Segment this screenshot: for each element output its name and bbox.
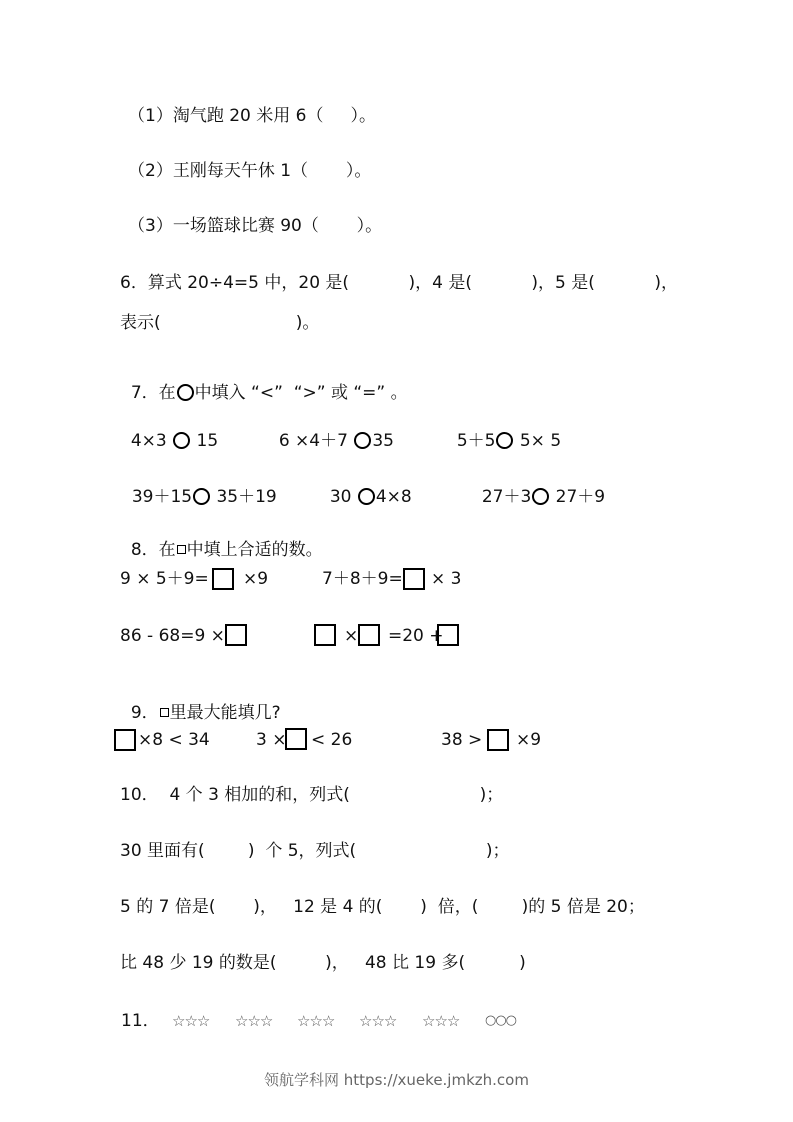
q10-line-4: 比 48 少 19 的数是( )， 48 比 19 多( ): [120, 953, 526, 973]
q8-title: [120, 517, 323, 561]
q9-expr-3-right: ×9: [516, 730, 542, 750]
number-box-input[interactable]: [403, 568, 425, 590]
q7-expr-2: [268, 408, 394, 452]
q8-title-post: 中填上合适的数。: [186, 540, 323, 560]
q8-expr-3-left: 86 - 68=9 ×: [120, 626, 225, 646]
q5-item-3: （3）一场篮球比赛 90（ ）。: [128, 216, 383, 236]
square-blank-icon: [160, 708, 169, 717]
q10-line-3: 5 的 7 倍是( )， 12 是 4 的( ) 倍，( )的 5 倍是 20；: [120, 897, 645, 917]
star-group-icon: ☆☆☆: [422, 1012, 460, 1030]
compare-circle-input[interactable]: [496, 432, 513, 449]
q8-expr-2-right: × 3: [431, 569, 462, 589]
square-blank-icon: [177, 545, 186, 554]
q6-line-1: 6．算式 20÷4=5 中，20 是( )，4 是( )，5 是( )，: [120, 273, 678, 293]
compare-circle-input[interactable]: [532, 488, 549, 505]
number-box-input[interactable]: [437, 624, 459, 646]
q5-item-2: （2）王刚每天午休 1（ ）。: [128, 161, 372, 181]
q7-title-post: 中填入 “<” “>” 或 “=” 。: [194, 383, 408, 403]
q9-expr-2-left: 3 ×: [256, 730, 287, 750]
expr-right: 15: [196, 431, 219, 451]
expr-right: 27＋9: [555, 487, 606, 507]
number-box-input[interactable]: [285, 728, 307, 750]
q9-title-pre: 9．: [130, 703, 159, 723]
expr-right: 5× 5: [519, 431, 562, 451]
expr-left: 39＋15: [131, 487, 193, 507]
q7-title-pre: 7．在: [130, 383, 176, 403]
compare-circle-input[interactable]: [173, 432, 190, 449]
q8-expr-2-left: 7＋8＋9=: [322, 569, 403, 589]
q5-item-1: （1）淘气跑 20 米用 6（ ）。: [128, 106, 376, 126]
q8-title-pre: 8．在: [130, 540, 176, 560]
expr-left: 27＋3: [481, 487, 532, 507]
number-box-input[interactable]: [314, 624, 336, 646]
q7-expr-3: [446, 408, 561, 452]
q8-expr-1-left: 9 × 5＋9=: [120, 569, 209, 589]
star-group-icon: ☆☆☆: [359, 1012, 397, 1030]
star-group-icon: ☆☆☆: [297, 1012, 335, 1030]
q9-title-post: 里最大能填几?: [169, 703, 281, 723]
number-box-input[interactable]: [114, 729, 136, 751]
q7-title: [120, 360, 408, 404]
number-box-input[interactable]: [358, 624, 380, 646]
q8-expr-1-right: ×9: [243, 569, 269, 589]
circle-group-icon: ○○○: [485, 1013, 517, 1028]
star-group-icon: ☆☆☆: [235, 1012, 273, 1030]
q9-title: [120, 680, 281, 724]
q9-expr-1-right: ×8 < 34: [138, 730, 210, 750]
compare-circle-input[interactable]: [358, 488, 375, 505]
footer-watermark: 领航学科网 https://xueke.jmkzh.com: [264, 1071, 529, 1089]
expr-right: 4×8: [375, 487, 412, 507]
number-box-input[interactable]: [225, 624, 247, 646]
q7-expr-5: [319, 464, 412, 508]
star-group-icon: ☆☆☆: [172, 1012, 210, 1030]
q8-expr-4-mid: ×: [344, 626, 359, 646]
expr-left: 4×3: [130, 431, 167, 451]
q7-expr-4: [121, 464, 277, 508]
number-box-input[interactable]: [487, 729, 509, 751]
q7-expr-6: [471, 464, 605, 508]
compare-circle-input[interactable]: [193, 488, 210, 505]
q11-label: 11．: [121, 1011, 160, 1031]
q9-expr-3-left: 38 >: [441, 730, 483, 750]
q7-expr-1: [120, 408, 218, 452]
q10-line-1: 10． 4 个 3 相加的和，列式( )；: [120, 785, 504, 805]
q9-expr-2-right: < 26: [311, 730, 353, 750]
q6-line-2: 表示( )。: [120, 313, 320, 333]
number-box-input[interactable]: [212, 568, 234, 590]
compare-circle-input[interactable]: [354, 432, 371, 449]
expr-right: 35＋19: [216, 487, 277, 507]
expr-left: 6 ×4＋7: [278, 431, 348, 451]
circle-blank-icon: [177, 384, 194, 401]
expr-left: 5＋5: [456, 431, 496, 451]
q8-expr-4-right: =20 +: [388, 626, 444, 646]
expr-right: 35: [372, 431, 394, 451]
expr-left: 30: [329, 487, 352, 507]
q10-line-2: 30 里面有( ) 个 5，列式( )；: [120, 841, 510, 861]
